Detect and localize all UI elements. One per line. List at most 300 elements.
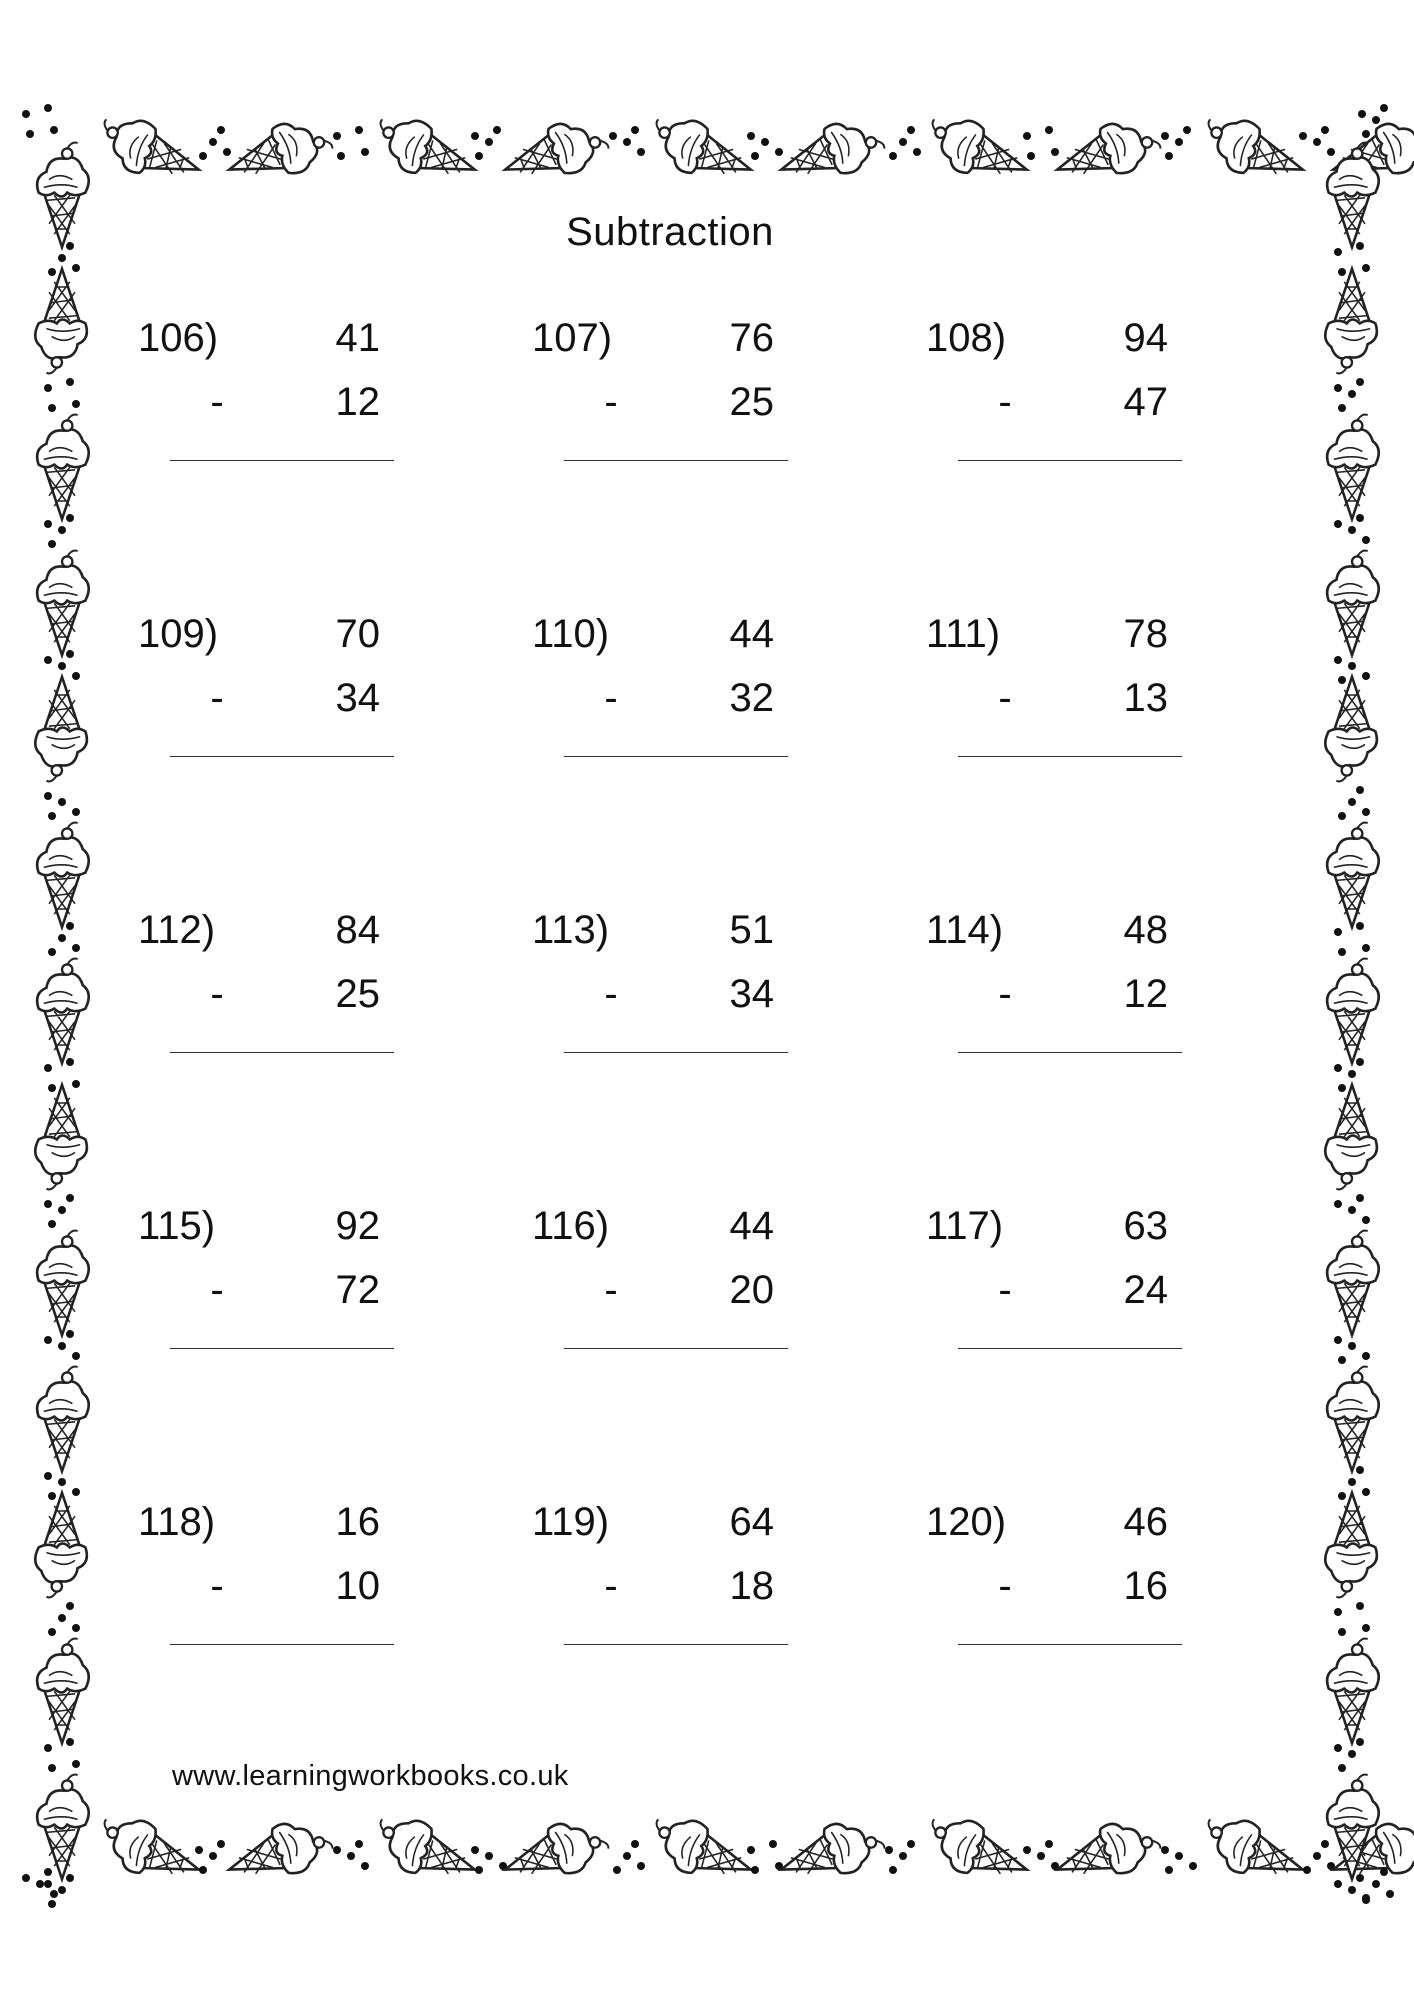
border-dot xyxy=(471,1846,479,1854)
border-dot xyxy=(48,1628,56,1636)
border-dot xyxy=(631,1840,639,1848)
border-dot xyxy=(747,132,755,140)
border-dot xyxy=(1362,1624,1370,1632)
subtrahend: 25 xyxy=(729,380,774,424)
ice-cream-cone-icon xyxy=(92,1809,208,1893)
answer-line xyxy=(958,460,1182,461)
border-dot xyxy=(333,1846,341,1854)
border-dot xyxy=(1362,1352,1370,1360)
border-dot xyxy=(1362,130,1370,138)
problem-110 xyxy=(532,612,832,772)
border-dot xyxy=(217,1840,225,1848)
border-dot xyxy=(58,526,66,534)
border-dot xyxy=(769,1840,777,1848)
border-dot xyxy=(44,1064,52,1072)
border-dot xyxy=(72,1624,80,1632)
border-dot xyxy=(1362,1894,1370,1902)
border-dot xyxy=(1334,1608,1342,1616)
problem-number: 106) xyxy=(138,316,219,360)
border-dot xyxy=(751,1866,759,1874)
border-dot xyxy=(355,1840,363,1848)
problem-112 xyxy=(138,908,438,1068)
border-dot xyxy=(347,1852,355,1860)
minus-sign: - xyxy=(998,676,1012,720)
answer-line xyxy=(170,460,394,461)
problem-number: 112) xyxy=(138,908,216,952)
problem-number: 110) xyxy=(532,612,610,656)
border-dot xyxy=(1334,1064,1342,1072)
border-dot xyxy=(209,1852,217,1860)
minuend: 70 xyxy=(335,612,380,656)
problem-114 xyxy=(926,908,1226,1068)
minus-sign: - xyxy=(210,972,224,1016)
ice-cream-cone-icon xyxy=(1325,1493,1377,1598)
border-dot xyxy=(1045,126,1053,134)
border-dot xyxy=(58,1886,66,1894)
border-dot xyxy=(1338,1492,1346,1500)
border-dot xyxy=(1362,1488,1370,1496)
problem-number: 119) xyxy=(532,1500,610,1544)
minuend: 16 xyxy=(335,1500,380,1544)
footer-url: www.learningworkbooks.co.uk xyxy=(172,1760,569,1792)
problem-119 xyxy=(532,1500,832,1660)
border-dot xyxy=(1334,520,1342,528)
border-dot xyxy=(1380,1868,1388,1876)
ice-cream-cone-icon xyxy=(368,109,484,193)
border-dot xyxy=(72,672,80,680)
border-dot xyxy=(48,540,56,548)
ice-cream-cone-icon xyxy=(37,823,89,928)
border-dot xyxy=(1321,1840,1329,1848)
subtrahend: 25 xyxy=(335,972,380,1016)
border-dot xyxy=(337,152,345,160)
border-dot xyxy=(66,922,74,930)
ice-cream-cone-icon xyxy=(644,1809,760,1893)
problem-118 xyxy=(138,1500,438,1660)
border-dot xyxy=(1362,264,1370,272)
subtrahend: 12 xyxy=(1123,972,1168,1016)
border-dot xyxy=(907,1840,915,1848)
page-title: Subtraction xyxy=(566,210,774,254)
minuend: 94 xyxy=(1123,316,1168,360)
subtrahend: 34 xyxy=(729,972,774,1016)
border-dot xyxy=(58,1478,66,1486)
border-dot xyxy=(631,126,639,134)
border-dot xyxy=(1023,1846,1031,1854)
border-dot xyxy=(44,1880,52,1888)
border-dot xyxy=(1338,268,1346,276)
border-dot xyxy=(355,126,363,134)
border-dot xyxy=(72,808,80,816)
ice-cream-cone-icon xyxy=(1327,959,1379,1064)
border-dot xyxy=(44,1868,52,1876)
border-dot xyxy=(44,1744,52,1752)
minus-sign: - xyxy=(604,676,618,720)
ice-cream-cone-icon xyxy=(773,1810,889,1894)
border-dot xyxy=(1338,1628,1346,1636)
border-dot xyxy=(72,1352,80,1360)
border-dot xyxy=(58,934,66,942)
border-dot xyxy=(1334,1744,1342,1752)
border-dot xyxy=(1334,656,1342,664)
minus-sign: - xyxy=(998,1268,1012,1312)
border-dot xyxy=(36,1880,44,1888)
border-dot xyxy=(44,792,52,800)
border-dot xyxy=(1372,116,1380,124)
border-dot xyxy=(361,1862,369,1870)
border-dot xyxy=(58,1206,66,1214)
minuend: 92 xyxy=(335,1204,380,1248)
ice-cream-cone-icon xyxy=(644,109,760,193)
border-dot xyxy=(1348,1750,1356,1758)
border-dot xyxy=(1348,1070,1356,1078)
ice-cream-cone-icon xyxy=(920,109,1036,193)
problem-number: 107) xyxy=(532,316,613,360)
ice-cream-cone-icon xyxy=(1049,1810,1165,1894)
ice-cream-cone-icon xyxy=(35,1085,87,1190)
border-dot xyxy=(751,152,759,160)
answer-line xyxy=(170,1348,394,1349)
subtrahend: 18 xyxy=(729,1564,774,1608)
problem-number: 111) xyxy=(926,612,1001,656)
answer-line xyxy=(564,1644,788,1645)
border-dot xyxy=(199,1866,207,1874)
border-dot xyxy=(58,1614,66,1622)
border-dot xyxy=(1299,132,1307,140)
ice-cream-cone-icon xyxy=(1325,269,1377,374)
problem-111 xyxy=(926,612,1226,772)
border-dot xyxy=(66,1738,74,1746)
border-dot xyxy=(1348,798,1356,806)
border-dot xyxy=(58,798,66,806)
border-dot xyxy=(1338,1084,1346,1092)
minuend: 78 xyxy=(1123,612,1168,656)
ice-cream-cone-icon xyxy=(1325,677,1377,782)
minus-sign: - xyxy=(998,1564,1012,1608)
border-dot xyxy=(1313,1852,1321,1860)
ice-cream-cone-icon xyxy=(1327,1367,1379,1472)
answer-line xyxy=(958,756,1182,757)
border-dot xyxy=(1334,1880,1342,1888)
ice-cream-cone-icon xyxy=(497,110,613,194)
border-dot xyxy=(1303,1866,1311,1874)
minuend: 84 xyxy=(335,908,380,952)
subtrahend: 72 xyxy=(335,1268,380,1312)
border-dot xyxy=(889,1866,897,1874)
border-dot xyxy=(48,948,56,956)
border-dot xyxy=(1321,126,1329,134)
subtrahend: 13 xyxy=(1123,676,1168,720)
border-dot xyxy=(26,130,34,138)
border-dot xyxy=(485,1852,493,1860)
minus-sign: - xyxy=(604,1268,618,1312)
minus-sign: - xyxy=(210,676,224,720)
problem-number: 114) xyxy=(926,908,1004,952)
border-dot xyxy=(1334,1200,1342,1208)
ice-cream-cone-icon xyxy=(1196,1809,1312,1893)
border-dot xyxy=(1356,242,1364,250)
ice-cream-cone-icon xyxy=(1327,415,1379,520)
border-dot xyxy=(1348,526,1356,534)
problem-113 xyxy=(532,908,832,1068)
subtrahend: 24 xyxy=(1123,1268,1168,1312)
border-dot xyxy=(1338,1764,1346,1772)
minuend: 48 xyxy=(1123,908,1168,952)
border-dot xyxy=(66,1602,74,1610)
border-dot xyxy=(72,1760,80,1768)
border-dot xyxy=(1380,104,1388,112)
ice-cream-cone-icon xyxy=(1049,110,1165,194)
border-dot xyxy=(1356,514,1364,522)
border-dot xyxy=(1348,1886,1356,1894)
border-dot xyxy=(1037,1852,1045,1860)
minus-sign: - xyxy=(604,380,618,424)
minus-sign: - xyxy=(210,1268,224,1312)
ice-cream-cone-icon xyxy=(1327,823,1379,928)
border-dot xyxy=(475,1866,483,1874)
border-dot xyxy=(50,1890,58,1898)
border-dot xyxy=(775,148,783,156)
border-dot xyxy=(1348,1342,1356,1350)
border-dot xyxy=(72,1080,80,1088)
border-dot xyxy=(899,138,907,146)
minuend: 41 xyxy=(335,316,380,360)
border-dot xyxy=(609,132,617,140)
minuend: 51 xyxy=(729,908,774,952)
border-dot xyxy=(66,1330,74,1338)
border-dot xyxy=(1362,808,1370,816)
border-dot xyxy=(66,378,74,386)
border-dot xyxy=(66,514,74,522)
border-dot xyxy=(1356,1874,1364,1882)
border-dot xyxy=(48,1492,56,1500)
border-dot xyxy=(50,126,58,134)
border-dot xyxy=(66,650,74,658)
ice-cream-cone-icon xyxy=(497,1810,613,1894)
border-dot xyxy=(1334,384,1342,392)
border-dot xyxy=(1165,1866,1173,1874)
answer-line xyxy=(958,1644,1182,1645)
answer-line xyxy=(170,756,394,757)
subtrahend: 12 xyxy=(335,380,380,424)
ice-cream-cone-icon xyxy=(37,1367,89,1472)
ice-cream-cone-icon xyxy=(92,109,208,193)
answer-line xyxy=(170,1052,394,1053)
answer-line xyxy=(958,1052,1182,1053)
answer-line xyxy=(564,1052,788,1053)
ice-cream-cone-icon xyxy=(37,1639,89,1744)
ice-cream-cone-icon xyxy=(1327,551,1379,656)
subtrahend: 16 xyxy=(1123,1564,1168,1608)
border-dot xyxy=(1356,922,1364,930)
border-dot xyxy=(333,132,341,140)
border-dot xyxy=(1362,536,1370,544)
ice-cream-cone-icon xyxy=(368,1809,484,1893)
minuend: 64 xyxy=(729,1500,774,1544)
border-dot xyxy=(44,1336,52,1344)
border-dot xyxy=(1372,1880,1380,1888)
answer-line xyxy=(564,1348,788,1349)
problem-116 xyxy=(532,1204,832,1364)
border-dot xyxy=(1338,948,1346,956)
border-dot xyxy=(1348,1206,1356,1214)
problem-number: 113) xyxy=(532,908,610,952)
border-dot xyxy=(1338,404,1346,412)
border-dot xyxy=(907,126,915,134)
problem-108 xyxy=(926,316,1226,476)
border-dot xyxy=(48,404,56,412)
ice-cream-cone-icon xyxy=(35,1493,87,1598)
border-dot xyxy=(1334,1336,1342,1344)
border-dot xyxy=(889,152,897,160)
ice-cream-cone-icon xyxy=(35,677,87,782)
border-dot xyxy=(72,1488,80,1496)
border-dot xyxy=(223,148,231,156)
subtrahend: 10 xyxy=(335,1564,380,1608)
problem-107 xyxy=(532,316,832,476)
border-dot xyxy=(22,1874,30,1882)
border-dot xyxy=(44,384,52,392)
border-dot xyxy=(48,1220,56,1228)
problem-number: 120) xyxy=(926,1500,1007,1544)
border-dot xyxy=(66,1194,74,1202)
border-dot xyxy=(623,138,631,146)
ice-cream-cone-icon xyxy=(1325,1085,1377,1190)
border-dot xyxy=(1338,1356,1346,1364)
ice-cream-cone-icon xyxy=(37,959,89,1064)
border-dot xyxy=(44,104,52,112)
minus-sign: - xyxy=(210,380,224,424)
border-dot xyxy=(1327,148,1335,156)
border-dot xyxy=(48,1764,56,1772)
border-dot xyxy=(209,138,217,146)
border-dot xyxy=(899,1852,907,1860)
minuend: 63 xyxy=(1123,1204,1168,1248)
border-dot xyxy=(885,1846,893,1854)
border-dot xyxy=(48,268,56,276)
problem-number: 118) xyxy=(138,1500,216,1544)
border-dot xyxy=(66,1874,74,1882)
border-dot xyxy=(1023,132,1031,140)
minus-sign: - xyxy=(998,972,1012,1016)
ice-cream-cone-icon xyxy=(221,110,337,194)
border-dot xyxy=(1358,110,1366,118)
border-dot xyxy=(1348,1478,1356,1486)
border-dot xyxy=(1175,138,1183,146)
border-dot xyxy=(1356,1738,1364,1746)
border-dot xyxy=(48,812,56,820)
ice-cream-cone-icon xyxy=(37,1231,89,1336)
border-dot xyxy=(195,1846,203,1854)
ice-cream-cone-icon xyxy=(773,110,889,194)
answer-line xyxy=(564,460,788,461)
border-dot xyxy=(471,132,479,140)
border-dot xyxy=(58,254,66,262)
border-dot xyxy=(44,1200,52,1208)
border-dot xyxy=(1161,1846,1169,1854)
border-dot xyxy=(761,138,769,146)
border-dot xyxy=(1356,1602,1364,1610)
border-dot xyxy=(44,656,52,664)
border-dot xyxy=(1161,132,1169,140)
border-dot xyxy=(1386,1890,1394,1898)
answer-line xyxy=(170,1644,394,1645)
problem-number: 116) xyxy=(532,1204,610,1248)
border-dot xyxy=(361,148,369,156)
border-dot xyxy=(1045,1840,1053,1848)
border-dot xyxy=(1338,812,1346,820)
border-dot xyxy=(72,264,80,272)
border-dot xyxy=(1183,126,1191,134)
border-dot xyxy=(1051,148,1059,156)
border-dot xyxy=(44,1472,52,1480)
minus-sign: - xyxy=(998,380,1012,424)
border-dot xyxy=(637,1862,645,1870)
problem-number: 108) xyxy=(926,316,1007,360)
minuend: 44 xyxy=(729,612,774,656)
border-dot xyxy=(58,662,66,670)
border-dot xyxy=(913,148,921,156)
problem-117 xyxy=(926,1204,1226,1364)
ice-cream-cone-icon xyxy=(920,1809,1036,1893)
problem-number: 109) xyxy=(138,612,219,656)
border-dot xyxy=(475,152,483,160)
border-dot xyxy=(1356,1058,1364,1066)
problem-number: 117) xyxy=(926,1204,1004,1248)
ice-cream-cone-icon xyxy=(35,269,87,374)
border-dot xyxy=(747,1846,755,1854)
problem-120 xyxy=(926,1500,1226,1660)
border-dot xyxy=(1356,1194,1364,1202)
subtrahend: 34 xyxy=(335,676,380,720)
border-dot xyxy=(1313,138,1321,146)
minuend: 44 xyxy=(729,1204,774,1248)
border-dot xyxy=(72,944,80,952)
border-dot xyxy=(66,1058,74,1066)
minus-sign: - xyxy=(604,972,618,1016)
border-dot xyxy=(44,520,52,528)
border-dot xyxy=(1348,390,1356,398)
answer-line xyxy=(564,756,788,757)
ice-cream-cone-icon xyxy=(37,1775,89,1880)
subtrahend: 47 xyxy=(1123,380,1168,424)
problem-109 xyxy=(138,612,438,772)
border-dot xyxy=(48,1900,56,1908)
problem-106 xyxy=(138,316,438,476)
subtrahend: 32 xyxy=(729,676,774,720)
ice-cream-cone-icon xyxy=(1327,1231,1379,1336)
border-dot xyxy=(22,110,30,118)
problem-115 xyxy=(138,1204,438,1364)
border-dot xyxy=(637,148,645,156)
border-dot xyxy=(1175,1852,1183,1860)
border-dot xyxy=(199,152,207,160)
ice-cream-cone-icon xyxy=(221,1810,337,1894)
border-dot xyxy=(48,1084,56,1092)
border-dot xyxy=(1334,928,1342,936)
border-dot xyxy=(623,1852,631,1860)
ice-cream-cone-icon xyxy=(37,415,89,520)
ice-cream-cone-icon xyxy=(37,551,89,656)
border-dot xyxy=(58,1342,66,1350)
minus-sign: - xyxy=(210,1564,224,1608)
minuend: 46 xyxy=(1123,1500,1168,1544)
border-dot xyxy=(1338,676,1346,684)
border-dot xyxy=(217,126,225,134)
border-dot xyxy=(1027,152,1035,160)
border-dot xyxy=(72,400,80,408)
border-dot xyxy=(1356,378,1364,386)
